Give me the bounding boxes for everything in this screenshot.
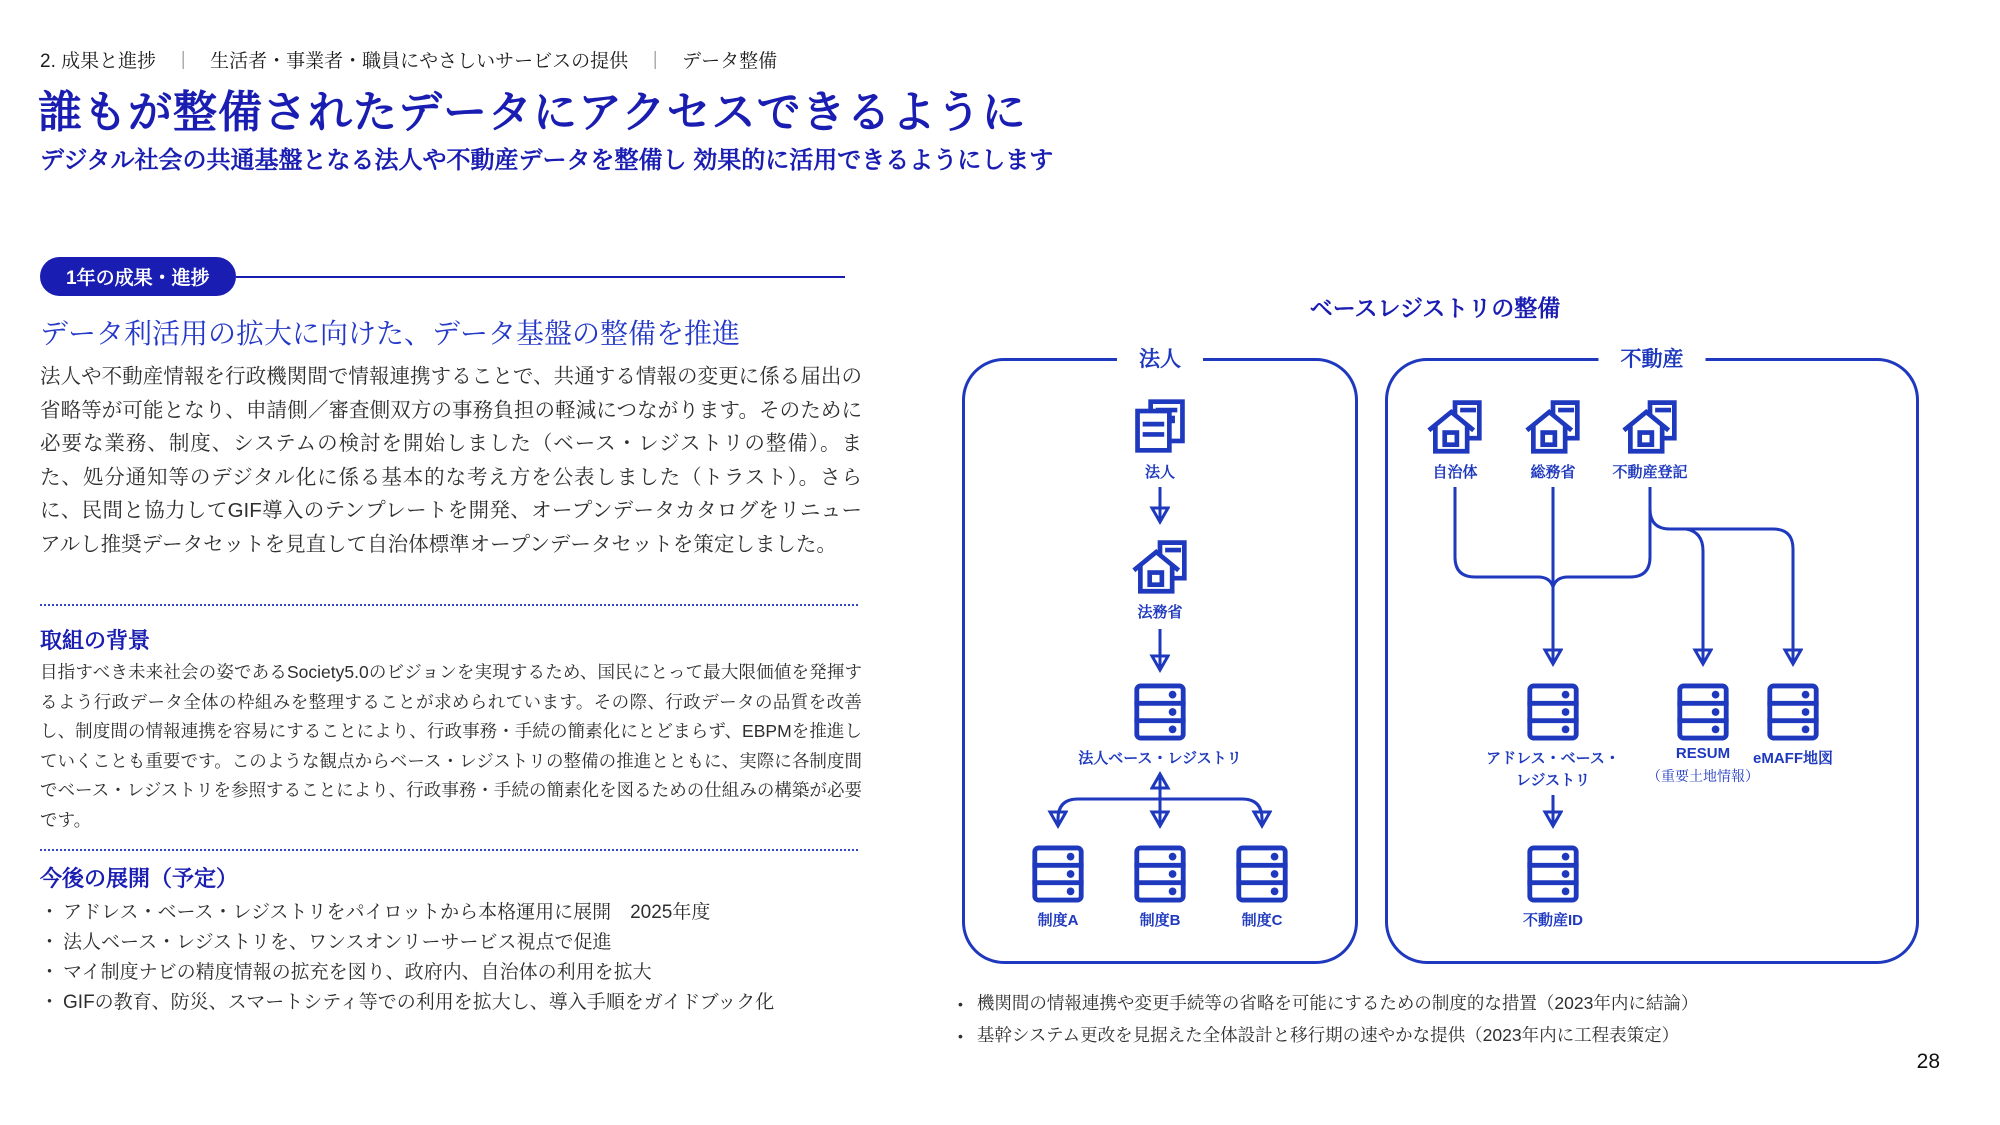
future-bullet: ・ GIFの教育、防災、スマートシティ等での利用を拡大し、導入手順をガイドブック化: [40, 988, 862, 1018]
node-fudosan-touki: [1590, 397, 1710, 484]
gov-building-icon: [1425, 397, 1485, 455]
background-section-title: 取組の背景: [40, 628, 151, 653]
database-icon: [1133, 845, 1187, 903]
future-bullet: ・ マイ制度ナビの精度情報の拡充を図り、政府内、自治体の利用を拡大: [40, 958, 862, 988]
lead-paragraph: 法人や不動産情報を行政機関間で情報連携することで、共通する情報の変更に係る届出の省略等が可能となり、申請側／審査側双方の事務負担の軽減につながります。そのために必要な業務、制度、システムの検討を開始しました（ベース・レジストリの整備）。また、処分通知等のデジタル化に係る基本的な考え方を公表しました（トラスト）。さらに、民間と協力してGIF導入のテンプレートを開発、オープンデータカタログをリニューアルし推奨データセットを見直して自治体標準オープンデータセットを策定しました。: [40, 365, 862, 556]
database-icon: [1235, 845, 1289, 903]
database-icon: [1526, 845, 1580, 903]
breadcrumb-separator: ｜: [646, 50, 665, 71]
breadcrumb: [40, 46, 777, 73]
node-label: 法務省: [1137, 604, 1183, 621]
future-bullet: ・ アドレス・ベース・レジストリをパイロットから本格運用に展開 2025年度: [40, 898, 862, 928]
node-address-base-registry: [1473, 683, 1633, 792]
node-hojin-source: [1080, 397, 1240, 484]
node-sublabel: （重要土地情報）: [1647, 767, 1759, 784]
page-title: 誰もが整備されたデータにアクセスできるように: [38, 88, 1027, 137]
node-label: 不動産ID: [1522, 912, 1583, 929]
node-label-line1: アドレス・ベース・: [1486, 750, 1620, 767]
achievement-badge: 1年の成果・進捗: [40, 257, 236, 296]
future-bullet-list: [40, 898, 862, 1018]
node-label: 制度A: [1037, 912, 1079, 929]
node-hojin-base-registry: [1080, 683, 1240, 770]
node-label: 制度C: [1241, 912, 1283, 929]
hojin-diagram-box: [962, 348, 1358, 964]
node-label: 総務省: [1530, 464, 1576, 481]
breadcrumb-item-topic: データ整備: [682, 51, 778, 72]
node-emaff-map: [1713, 683, 1873, 770]
documents-icon: [1130, 397, 1190, 455]
node-label: 自治体: [1432, 464, 1478, 481]
page-subtitle: デジタル社会の共通基盤となる法人や不動産データを整備し 効果的に活用できるようにします: [40, 147, 1054, 174]
node-fudosan-id: [1473, 845, 1633, 932]
node-label: [1486, 748, 1620, 792]
breadcrumb-item-chapter: 2. 成果と進捗: [40, 51, 157, 72]
dotted-divider: [40, 604, 858, 606]
future-bullet: ・ 法人ベース・レジストリを、ワンスオンリーサービス視点で促進: [40, 928, 862, 958]
node-houmusho: [1080, 537, 1240, 624]
fudosan-diagram-box: [1385, 348, 1919, 964]
node-label: eMAFF地図: [1753, 750, 1833, 767]
diagram-note: • 機関間の情報連携や変更手続等の省略を可能にするための制度的な措置（2023年内に結論）: [958, 990, 1898, 1015]
node-label: 不動産登記: [1612, 464, 1688, 481]
diagram-title: ベースレジストリの整備: [1309, 295, 1561, 321]
fudosan-box-label: 不動産: [1599, 343, 1706, 373]
node-label: 法人: [1144, 464, 1175, 481]
database-icon: [1133, 683, 1187, 741]
node-label-line2: レジストリ: [1515, 771, 1591, 789]
database-icon: [1031, 845, 1085, 903]
hojin-box-label: 法人: [1117, 343, 1203, 373]
future-section-title: 今後の展開（予定）: [40, 866, 239, 891]
lead-heading: データ利活用の拡大に向けた、データ基盤の整備を推進: [40, 318, 741, 349]
gov-building-icon: [1620, 397, 1680, 455]
achievement-badge-row: [40, 257, 845, 296]
badge-rule-line: [236, 276, 845, 278]
node-label: 法人ベース・レジストリ: [1078, 750, 1242, 767]
diagram-note: • 基幹システム更改を見据えた全体設計と移行期の速やかな提供（2023年内に工程表策定）: [958, 1022, 1898, 1047]
page-number: 28: [1916, 1050, 1940, 1073]
database-icon: [1526, 683, 1580, 741]
node-label: 制度B: [1139, 912, 1181, 929]
gov-building-icon: [1130, 537, 1190, 595]
breadcrumb-separator: ｜: [174, 50, 193, 71]
node-label: RESUM: [1675, 745, 1731, 762]
dotted-divider: [40, 849, 858, 851]
breadcrumb-item-section: 生活者・事業者・職員にやさしいサービスの提供: [210, 51, 629, 72]
database-icon: [1766, 683, 1820, 741]
background-section-body: 目指すべき未来社会の姿であるSociety5.0のビジョンを実現するため、国民にとって最大限価値を発揮するよう行政データ全体の枠組みを整理することが求められています。その際、行政データの品質を改善し、制度間の情報連携を容易にすることにより、行政事務・手続の簡素化にとどまらず、EBPMを推進していくことも重要です。このような観点からベース・レジストリの整備の推進とともに、実際に各制度間でベース・レジストリを参照することにより、行政事務・手続の簡素化を図るための仕組みの構築が必要です。: [40, 662, 862, 830]
node-system-c: [1182, 845, 1342, 932]
gov-building-icon: [1523, 397, 1583, 455]
